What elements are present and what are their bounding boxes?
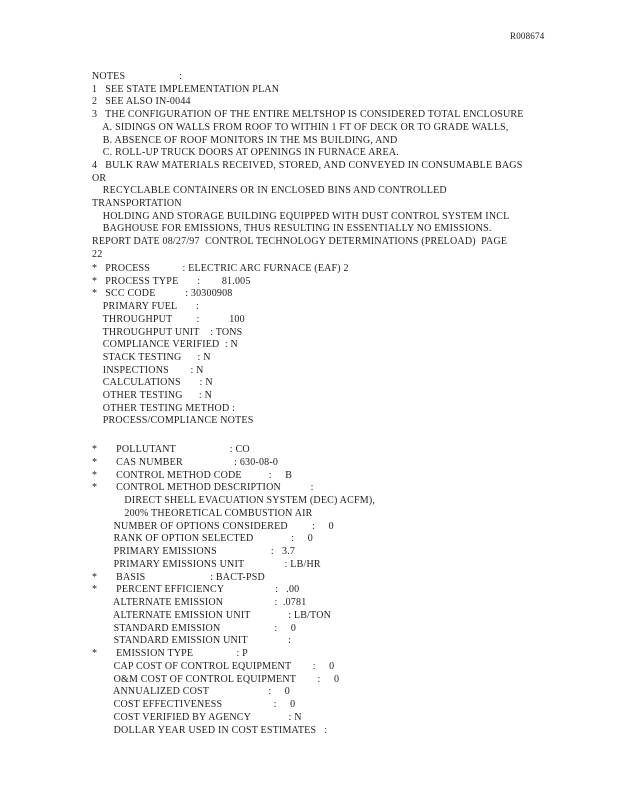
pollutant-line: * BASIS : BACT-PSD xyxy=(92,571,265,583)
pollutant-line: O&M COST OF CONTROL EQUIPMENT : 0 xyxy=(92,673,340,685)
pollutant-line: ALTERNATE EMISSION UNIT : LB/TON xyxy=(92,609,332,621)
notes-line: B. ABSENCE OF ROOF MONITORS IN THE MS BUILDING, AND xyxy=(92,134,398,146)
pollutant-line: * POLLUTANT : CO xyxy=(92,444,250,455)
notes-line: HOLDING AND STORAGE BUILDING EQUIPPED WITH DUST CONTROL SYSTEM INCL xyxy=(92,210,510,222)
notes-line: REPORT DATE 08/27/97 CONTROL TECHNOLOGY DETERMINATIONS (PRELOAD) PAGE xyxy=(92,236,508,248)
pollutant-line: NUMBER OF OPTIONS CONSIDERED : 0 xyxy=(92,520,334,532)
notes-line: RECYCLABLE CONTAINERS OR IN ENCLOSED BINS AND CONTROLLED xyxy=(92,185,447,197)
process-line: OTHER TESTING METHOD : xyxy=(92,402,236,414)
process-line: * SCC CODE : 30300908 xyxy=(92,288,233,300)
process-line: CALCULATIONS : N xyxy=(92,377,213,389)
document-id: R008674 xyxy=(510,31,545,41)
pollutant-line: * CONTROL METHOD CODE : B xyxy=(92,469,293,481)
process-line: PROCESS/COMPLIANCE NOTES xyxy=(92,415,254,427)
notes-line: 2 SEE ALSO IN-0044 xyxy=(92,96,191,108)
process-line: INSPECTIONS : N xyxy=(92,364,204,376)
process-line: STACK TESTING : N xyxy=(92,351,211,363)
process-line: THROUGHPUT : 100 xyxy=(92,313,245,325)
pollutant-line: PRIMARY EMISSIONS UNIT : LB/HR xyxy=(92,558,321,570)
notes-line: OR xyxy=(92,172,107,184)
pollutant-line: * PERCENT EFFICIENCY : .00 xyxy=(92,584,300,596)
notes-line: 4 BULK RAW MATERIALS RECEIVED, STORED, AND CONVEYED IN CONSUMABLE BAGS xyxy=(92,159,523,171)
process-line: PRIMARY FUEL : xyxy=(92,301,199,313)
pollutant-line: * EMISSION TYPE : P xyxy=(92,648,248,659)
pollutant-line: COST VERIFIED BY AGENCY : N xyxy=(92,711,302,723)
notes-line: TRANSPORTATION xyxy=(92,198,182,209)
pollutant-line: 200% THEORETICAL COMBUSTION AIR xyxy=(92,507,313,519)
process-line: THROUGHPUT UNIT : TONS xyxy=(92,326,243,338)
pollutant-line: COST EFFECTIVENESS : 0 xyxy=(92,699,296,710)
notes-line: A. SIDINGS ON WALLS FROM ROOF TO WITHIN 1 FT OF DECK OR TO GRADE WALLS, xyxy=(92,121,509,133)
notes-line: 1 SEE STATE IMPLEMENTATION PLAN xyxy=(92,83,280,95)
pollutant-line: DOLLAR YEAR USED IN COST ESTIMATES : xyxy=(92,724,328,736)
pollutant-line: ALTERNATE EMISSION : .0781 xyxy=(92,597,307,608)
notes-line: C. ROLL-UP TRUCK DOORS AT OPENINGS IN FURNACE AREA. xyxy=(92,147,399,159)
notes-line: BAGHOUSE FOR EMISSIONS, THUS RESULTING IN ESSENTIALLY NO EMISSIONS. xyxy=(92,223,492,235)
notes-line: 22 xyxy=(92,248,103,260)
pollutant-line: ANNUALIZED COST : 0 xyxy=(92,686,290,698)
pollutant-line: STANDARD EMISSION : 0 xyxy=(92,622,297,634)
pollutant-line: DIRECT SHELL EVACUATION SYSTEM (DEC) ACFM), xyxy=(92,495,376,506)
notes-line: NOTES : xyxy=(92,71,183,82)
pollutant-line: * CAS NUMBER : 630-08-0 xyxy=(92,456,279,468)
process-line: COMPLIANCE VERIFIED : N xyxy=(92,339,238,351)
pollutant-line: PRIMARY EMISSIONS : 3.7 xyxy=(92,546,296,557)
pollutant-line: STANDARD EMISSION UNIT : xyxy=(92,635,292,647)
notes-line: 3 THE CONFIGURATION OF THE ENTIRE MELTSHOP IS CONSIDERED TOTAL ENCLOSURE xyxy=(92,109,524,121)
pollutant-line: RANK OF OPTION SELECTED : 0 xyxy=(92,533,313,545)
pollutant-line: CAP COST OF CONTROL EQUIPMENT : 0 xyxy=(92,660,335,672)
pollutant-line: * CONTROL METHOD DESCRIPTION : xyxy=(92,482,314,494)
process-line: * PROCESS : ELECTRIC ARC FURNACE (EAF) 2 xyxy=(92,263,349,274)
process-line: OTHER TESTING : N xyxy=(92,390,213,401)
process-line: * PROCESS TYPE : 81.005 xyxy=(92,275,251,287)
